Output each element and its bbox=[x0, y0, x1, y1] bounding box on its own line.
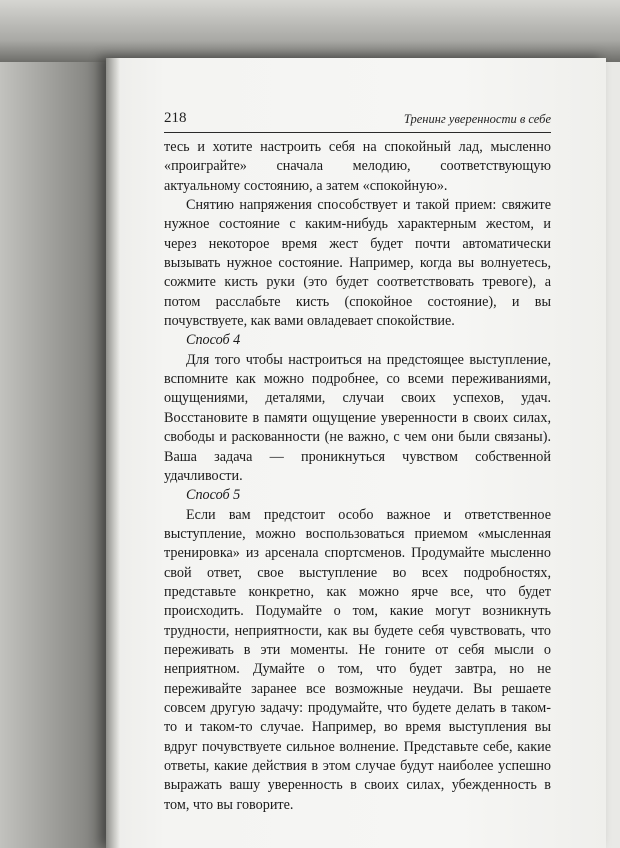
body-text bbox=[164, 138, 551, 815]
scan-shadow-left bbox=[0, 0, 120, 848]
paragraph-gesture-technique: Снятию напряжения способствует и такой прием: свяжите нужное состояние с каким-нибудь характерным жестом, и через некоторое время жест будет почти автоматически вызывать нужное состояние. Например, когда вы волнуетесь, сожмите кисть руки (это будет соответствовать тревоге), а потом расслабьте кисть (спокойное состояние), и вы почувствуете, как вами овладевает спокойствие. bbox=[164, 197, 551, 330]
page-number: 218 bbox=[164, 110, 187, 126]
scan-shadow-top bbox=[0, 0, 620, 62]
subheading-method-4: Способ 4 bbox=[186, 332, 241, 349]
running-head bbox=[164, 110, 551, 133]
paragraph-continued: тесь и хотите настроить себя на спокойный лад, мысленно «проиграйте» сначала мелодию, соответствующую актуальному состоянию, а затем «спокойную». bbox=[164, 139, 551, 194]
page-gutter-shadow bbox=[106, 58, 120, 848]
subheading-method-5: Способ 5 bbox=[186, 487, 241, 504]
paragraph-method-5: Если вам предстоит особо важное и ответственное выступление, можно воспользоваться приемом «мысленная тренировка» из арсенала спортсменов. Продумайте мысленно свой ответ, свое выступление во всех подробностях, представьте конкретно, как можно ярче все, что будет происходить. Подумайте о том, какие могут возникнуть трудности, неприятности, как вы будете себя чувствовать, что переживать в эти моменты. Не гоните от себя мысли о неприятном. Думайте о том, что будет завтра, но не переживайте заранее все возможные неудачи. Вы решаете совсем другую задачу: продумайте, что будете делать в таком-то и таком-то случае. Например, во время выступления вы вдруг почувствуете сильное волнение. Представьте себе, какие ответы, какие действия в этом случае будут наиболее успешно выражать вашу уверенность в своих силах, убежденность в том, что вы говорите. bbox=[164, 506, 551, 813]
book-page bbox=[106, 58, 606, 848]
running-title: Тренинг уверенности в себе bbox=[403, 112, 551, 126]
paragraph-method-4: Для того чтобы настроиться на предстоящее выступление, вспомните как можно подробнее, со всеми переживаниями, ощущениями, деталями, случаи своих успехов, удач. Восстановите в памяти ощущение уверенности в своих силах, свободы и раскованности (не важно, с чем они были связаны). Ваша задача — проникнуться чувством собственной удачливости. bbox=[164, 351, 551, 484]
